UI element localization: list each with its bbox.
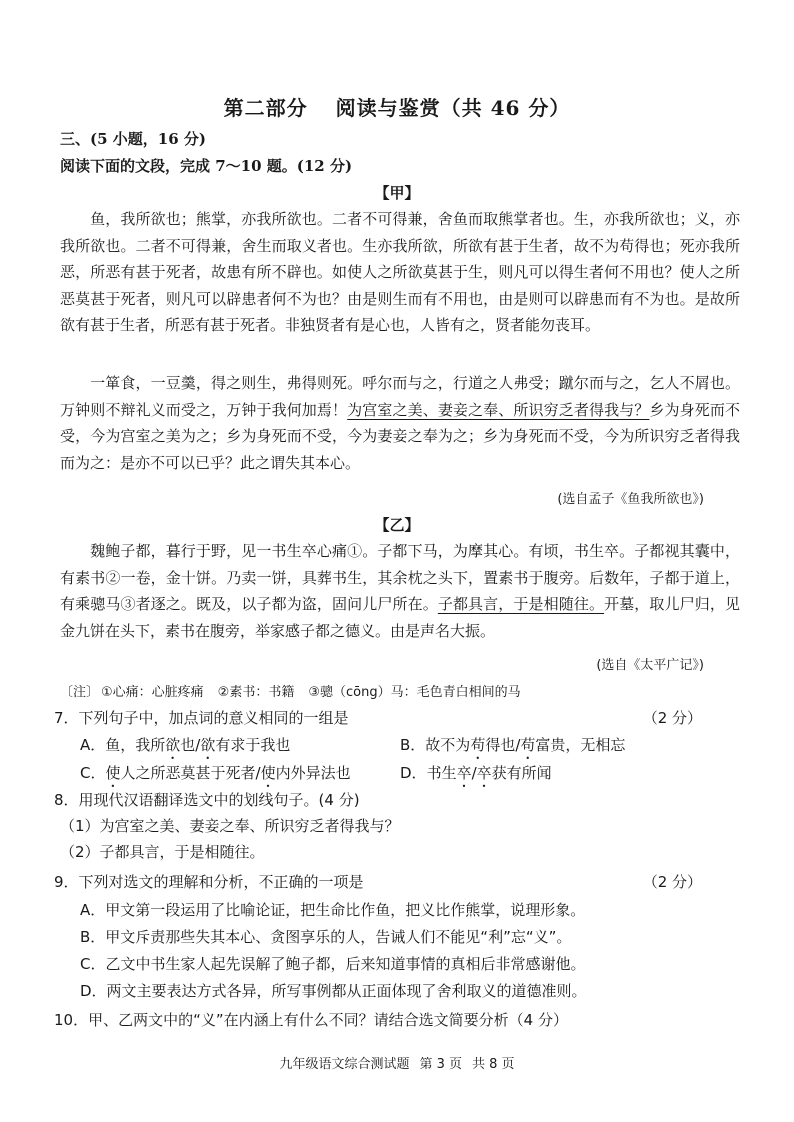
option-key: A． — [80, 736, 106, 754]
question-7-option-a — [80, 734, 290, 763]
option-text: 获有所闻 — [491, 764, 552, 782]
option-text: 也/ — [180, 736, 201, 754]
option-text: 人之所恶莫甚于死者/ — [120, 764, 261, 782]
part-name: 阅读与鉴赏（共 46 分） — [335, 96, 571, 120]
passage-yi-source: (选自《太平广记》) — [596, 658, 704, 673]
notes — [60, 681, 535, 700]
question-7-option-b — [400, 734, 625, 763]
option-key: D． — [400, 764, 427, 782]
passage-jia-p2-text-b: 乡为身死而不受，今为宫室之美为之；乡为身死而不受，今为妻妾之奉为之；乡为身死而不受，今为所识穷乏者得我而为之：是亦不可以已乎？此之谓失其本心。 — [60, 400, 740, 472]
question-8-item-1: （1）为宫室之美、妻妾之奉、所识穷乏者得我与？ — [60, 817, 400, 835]
option-text: 得也/ — [485, 736, 521, 754]
passage-yi-underlined-sentence: 子都具言，于是相随往。 — [437, 595, 605, 613]
section-heading: 三、(5 小题，16 分) — [60, 130, 206, 148]
passage-yi-text-b: 开墓，取儿尸归，见金九饼在头下，素书在腹旁，举家感子都之德义。由是声名大振。 — [60, 595, 740, 640]
question-7-stem: 7．下列句子中，加点词的意义相同的一组是 — [54, 709, 349, 727]
note-item: ②素书：书籍 — [217, 685, 295, 700]
dotted-word: 使 — [105, 764, 121, 782]
section-instruction: 阅读下面的文段，完成 7～10 题。(12 分) — [60, 157, 353, 175]
option-text: 富贵，无相忘 — [535, 736, 626, 754]
passage-jia-label: 【甲】 — [374, 184, 420, 202]
note-item: ③骢（cōng）马：毛色青白相间的马 — [308, 685, 521, 700]
option-text: 有求于我也 — [215, 736, 291, 754]
question-9-option-b: B．甲文斥责那些失其本心、贪图享乐的人，告诫人们不能见“利”忘“义”。 — [80, 928, 572, 946]
part-label: 第二部分 — [223, 96, 308, 120]
question-9-option-a: A．甲文第一段运用了比喻论证，把生命比作鱼，把义比作熊掌，说理形象。 — [80, 901, 586, 919]
notes-label: 〔注〕 — [60, 685, 100, 700]
question-7-option-d — [400, 762, 552, 791]
footer-exam-name: 九年级语文综合测试题 — [279, 1057, 410, 1072]
note-item: ①心痛：心脏疼痛 — [101, 685, 204, 700]
passage-jia-underlined-sentence: 为宫室之美、妻妾之奉、所识穷乏者得我与？ — [347, 400, 650, 419]
dotted-word: 欲 — [165, 736, 181, 754]
passage-jia-p2 — [60, 370, 740, 476]
dotted-word: 苟 — [520, 736, 536, 754]
question-10-stem: 10．甲、乙两文中的“义”在内涵上有什么不同？请结合选文简要分析（4 分） — [54, 1011, 568, 1029]
question-9-score: （2 分） — [642, 873, 702, 891]
dotted-word: 欲 — [200, 736, 216, 754]
footer-page-number: 第 3 页 — [419, 1057, 462, 1072]
option-text: 书生 — [426, 764, 457, 782]
option-text: 内外异法也 — [275, 764, 351, 782]
option-text: 鱼，我所 — [105, 736, 166, 754]
question-9-option-c: C．乙文中书生家人起先误解了鲍子都，后来知道事情的真相后非常感谢他。 — [80, 955, 586, 973]
question-9-stem: 9．下列对选文的理解和分析，不正确的一项是 — [54, 873, 364, 891]
passage-jia-p1-text: 鱼，我所欲也；熊掌，亦我所欲也。二者不可得兼，舍鱼而取熊掌者也。生，亦我所欲也；义，亦我所欲也。二者不可得兼，舍生而取义者也。生亦我所欲，所欲有甚于生者，故不为苟得也；死亦我所恶，所恶有甚于死者，故患有所不辟也。如使人之所欲莫甚于生，则凡可以得生者何不用也？使人之所恶莫甚于死者，则凡可以辟患者何不为也？由是则生而有不用也，由是则可以辟患而有不为也。是故所欲有甚于生者，所恶有甚于死者。非独贤者有是心也，人皆有之，贤者能勿丧耳。 — [60, 210, 740, 334]
passage-yi — [60, 538, 740, 644]
question-7-option-c — [80, 762, 351, 791]
passage-jia-source: (选自孟子《鱼我所欲也》) — [557, 492, 704, 507]
option-text: 故不为 — [425, 736, 471, 754]
dotted-word: 卒 — [456, 764, 472, 782]
passage-yi-label: 【乙】 — [374, 516, 420, 534]
option-key: C． — [80, 764, 106, 782]
part-title — [0, 92, 794, 121]
dotted-word: 卒 — [476, 764, 492, 782]
footer-total-pages: 共 8 页 — [472, 1057, 515, 1072]
passage-yi-text-a: 魏鲍子都，暮行于野，见一书生卒心痛①。子都下马，为摩其心。有顷，书生卒。子都视其囊中，有素书②一卷，金十饼。乃卖一饼，具葬书生，其余枕之头下，置素书于腹旁。后数年，子都于道上，有乘骢马③者逐之。既及，以子都为盗，固问儿尸所在。 — [60, 542, 740, 613]
option-text: / — [471, 764, 477, 782]
passage-jia-p1 — [60, 206, 740, 339]
question-9-option-d: D．两文主要表达方式各异，所写事例都从正面体现了舍利取义的道德准则。 — [80, 982, 587, 1000]
page-footer — [0, 1053, 794, 1072]
passage-jia-p2-text-a: 一箪食，一豆羹，得之则生，弗得则死。呼尔而与之，行道之人弗受；蹴尔而与之，乞人不屑也。万钟则不辩礼义而受之，万钟于我何加焉！ — [60, 374, 740, 419]
question-8-stem: 8．用现代汉语翻译选文中的划线句子。(4 分) — [54, 791, 360, 809]
dotted-word: 使 — [260, 764, 276, 782]
question-7-score: （2 分） — [642, 709, 702, 727]
question-8-item-2: （2）子都具言，于是相随往。 — [60, 843, 265, 861]
dotted-word: 苟 — [470, 736, 486, 754]
option-key: B． — [400, 736, 426, 754]
